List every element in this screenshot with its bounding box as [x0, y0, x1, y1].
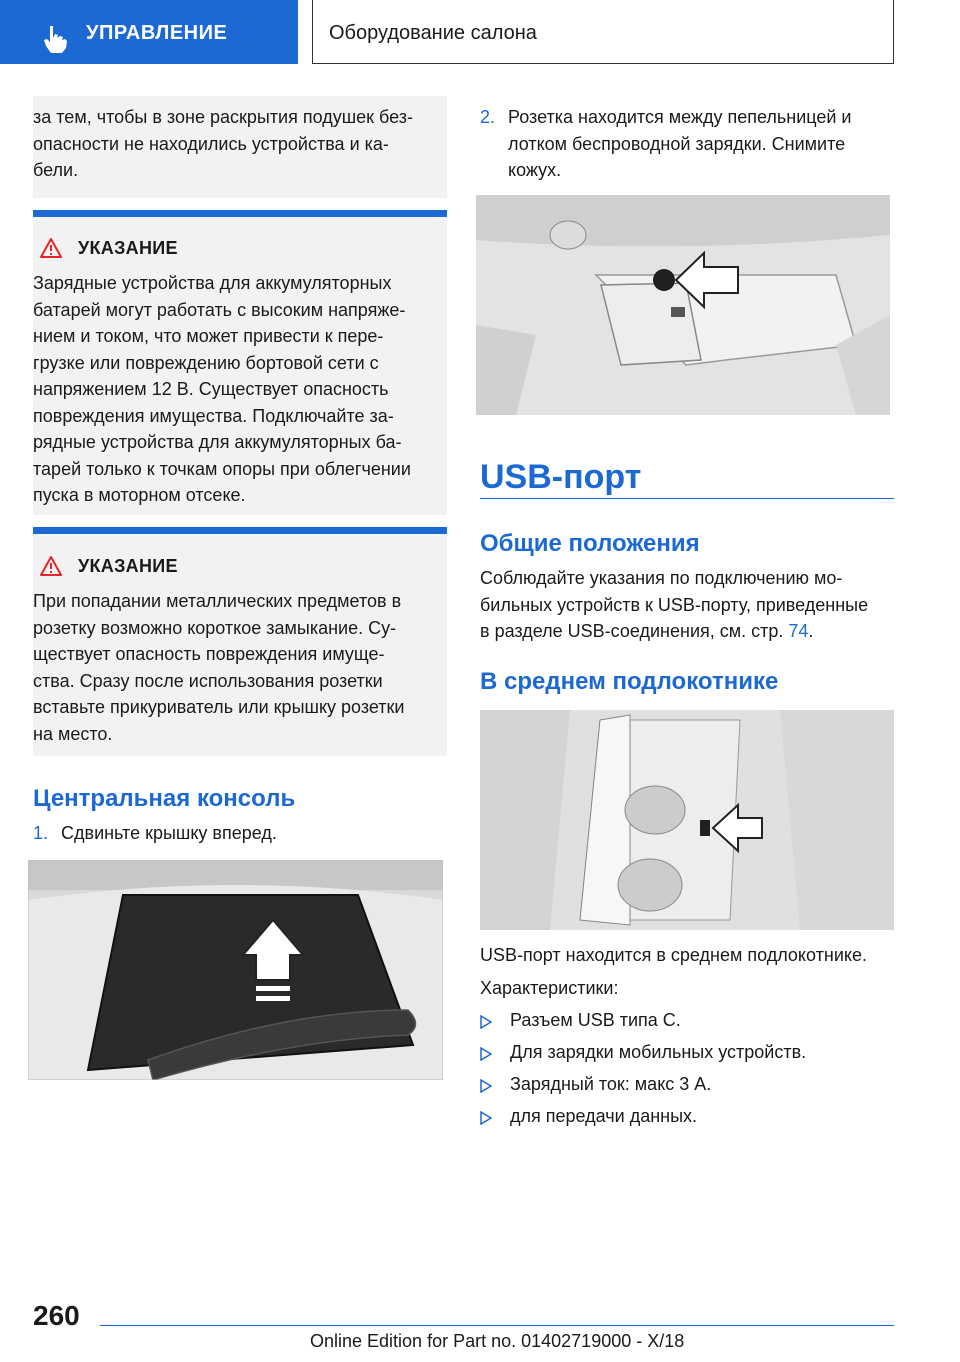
text-line: лотком беспроводной зарядки. Снимите: [508, 133, 846, 154]
text-fragment: .: [808, 621, 814, 641]
socket-illustration: [476, 195, 890, 415]
console-cover-image: [28, 860, 443, 1080]
armrest-usb-image: [480, 710, 894, 930]
note-bar: [33, 527, 447, 534]
note-bar: [33, 210, 447, 217]
text-line: грузке или повреждению бортовой сети с: [33, 352, 379, 373]
text-line: Розетка находится между пепельницей и: [508, 107, 852, 127]
features-label: Характеристики:: [480, 978, 619, 998]
text-line: тарей только к точкам опоры при облегчении: [33, 458, 411, 479]
text-line: розетку возможно короткое замыкание. Су-: [33, 617, 397, 638]
bullet-triangle-icon: [480, 1111, 492, 1125]
note-title: УКАЗАНИЕ: [78, 238, 178, 258]
socket-image: [476, 195, 890, 415]
section-tab[interactable]: [0, 0, 298, 64]
text-line: батарей могут работать с высоким напряже-: [33, 299, 406, 320]
note-title: УКАЗАНИЕ: [78, 556, 178, 576]
page-link[interactable]: 74: [788, 621, 809, 641]
warning-continuation-text: [33, 104, 447, 184]
text-line: кожух.: [508, 160, 562, 180]
text-line: рядные устройства для аккумуляторных ба-: [33, 432, 402, 452]
text-fragment: в разделе USB-соединения, см. стр.: [480, 621, 789, 641]
usb-section-rule: [480, 498, 894, 499]
step-number: 2.: [480, 107, 496, 127]
text-line: Зарядные устройства для аккумуляторных: [33, 273, 392, 293]
console-cover-illustration: [28, 860, 443, 1080]
note-text: [33, 270, 453, 509]
usb-section-title: USB-порт: [480, 458, 642, 496]
bullet-triangle-icon: [480, 1047, 492, 1061]
text-line: ществует опасность повреждения имуще-: [33, 644, 385, 664]
edition-text: Online Edition for Part no. 01402719000 - X/18: [310, 1331, 685, 1351]
chapter-box: [312, 0, 894, 64]
text-line: Соблюдайте указания по подключению мо-: [480, 568, 843, 588]
text-line: вставьте прикуриватель или крышку розетки: [33, 697, 405, 717]
chapter-title: Оборудование салона: [329, 22, 537, 44]
text-line: бели.: [33, 160, 79, 180]
text-line: за тем, чтобы в зоне раскрытия подушек без-: [33, 107, 414, 127]
text-line: на место.: [33, 723, 113, 744]
text-line: [480, 618, 900, 645]
feature-text: для передачи данных.: [510, 1106, 698, 1126]
text-line: пуска в моторном отсеке.: [33, 485, 246, 505]
step-text: Сдвиньте крышку вперед.: [61, 823, 277, 843]
note-text: [33, 588, 453, 747]
general-heading: Общие положения: [480, 530, 700, 557]
section-heading-console: Центральная консоль: [33, 785, 296, 812]
armrest-text: USB-порт находится в среднем подлокотнике.: [480, 945, 867, 965]
general-text: [480, 565, 900, 645]
text-line: нием и током, что может привести к пере-: [33, 326, 384, 346]
armrest-heading: В среднем подлокотнике: [480, 668, 779, 695]
armrest-illustration: [480, 710, 894, 930]
bullet-triangle-icon: [480, 1079, 492, 1093]
text-line: повреждения имущества. Подключайте за-: [33, 405, 394, 426]
text-line: опасности не находились устройства и ка-: [33, 133, 389, 154]
text-line: бильных устройств к USB-порту, приведенные: [480, 594, 869, 615]
hand-pointer-icon: [40, 24, 70, 54]
section-label: УПРАВЛЕНИЕ: [86, 22, 228, 44]
text-line: ства. Сразу после использования розетки: [33, 670, 383, 691]
text-line: При попадании металлических предметов в: [33, 591, 402, 611]
warning-triangle-icon: [40, 556, 62, 576]
feature-text: Зарядный ток: макс 3 А.: [510, 1074, 712, 1094]
warning-triangle-icon: [40, 238, 62, 258]
feature-text: Разъем USB типа C.: [510, 1010, 681, 1030]
footer-rule: [100, 1325, 894, 1326]
text-line: напряжением 12 В. Существует опасность: [33, 379, 389, 399]
bullet-triangle-icon: [480, 1015, 492, 1029]
step-1: [33, 820, 277, 847]
feature-text: Для зарядки мобильных устройств.: [510, 1042, 807, 1062]
page-number: 260: [33, 1300, 80, 1331]
step-number: 1.: [33, 823, 49, 843]
